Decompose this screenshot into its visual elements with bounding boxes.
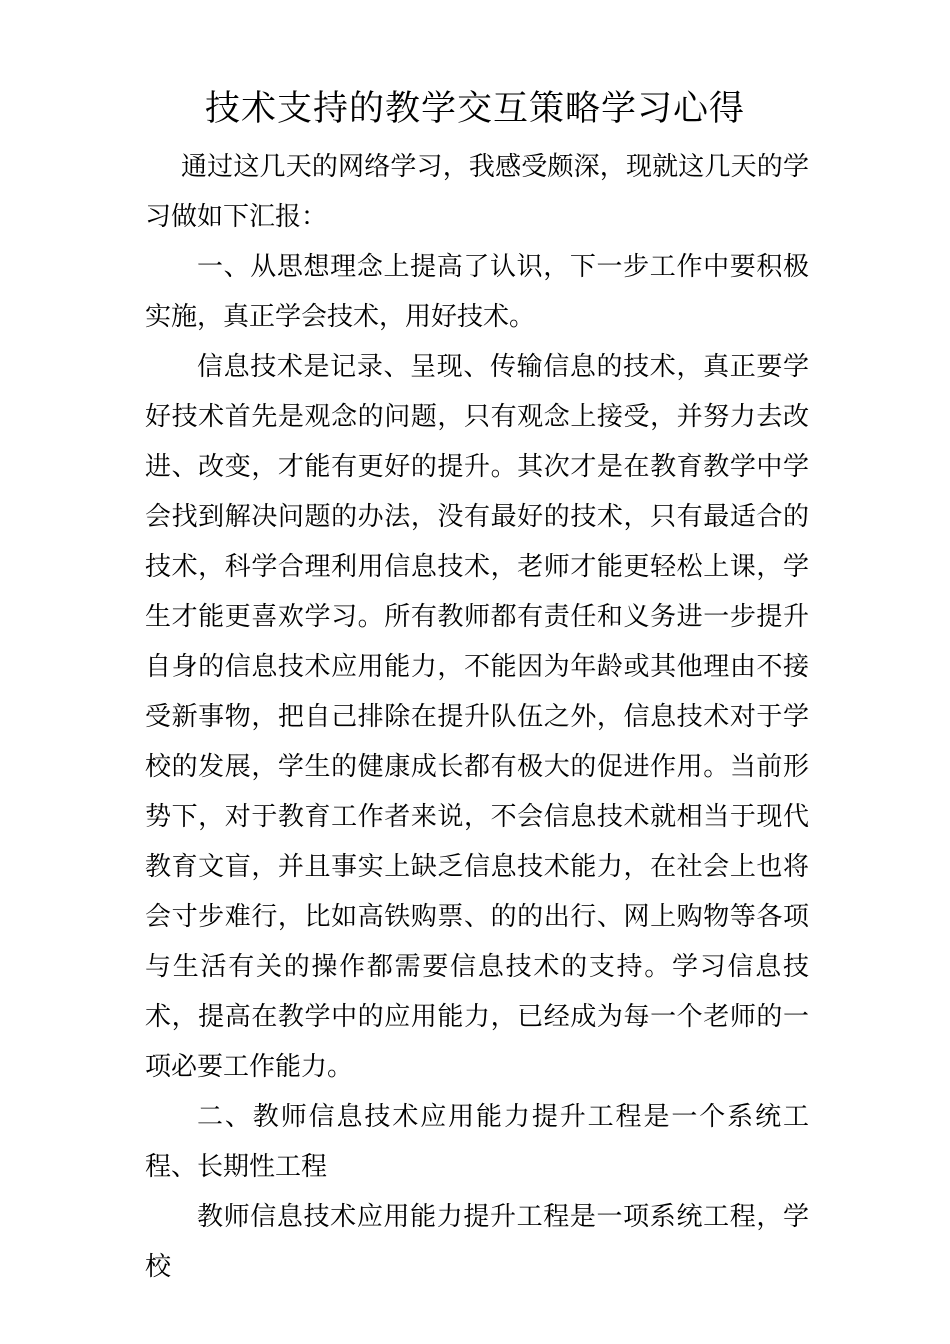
paragraph-section-2-heading: 二、教师信息技术应用能力提升工程是一个系统工程、长期性工程 <box>145 1102 809 1182</box>
document-title: 技术支持的教学交互策略学习心得 <box>204 89 745 129</box>
paragraph-intro: 通过这几天的网络学习，我感受颇深，现就这几天的学习做如下汇报： <box>145 152 809 232</box>
paragraph-section-2-body: 教师信息技术应用能力提升工程是一项系统工程，学校 <box>145 1202 809 1282</box>
paragraph-section-1-body: 信息技术是记录、呈现、传输信息的技术，真正要学好技术首先是观念的问题，只有观念上接受，并努力去改进、改变，才能有更好的提升。其次才是在教育教学中学会找到解决问题的办法，没有最好的技术，只有最适合的技术，科学合理利用信息技术，老师才能更轻松上课，学生才能更喜欢学习。所有教师都有责任和义务进一步提升自身的信息技术应用能力，不能因为年龄或其他理由不接受新事物，把自己排除在提升队伍之外，信息技术对于学校的发展，学生的健康成长都有极大的促进作用。当前形势下，对于教育工作者来说，不会信息技术就相当于现代教育文盲，并且事实上缺乏信息技术能力，在社会上也将会寸步难行，比如高铁购票、的的出行、网上购物等各项与生活有关的操作都需要信息技术的支持。学习信息技术，提高在教学中的应用能力，已经成为每一个老师的一项必要工作能力。 <box>145 352 809 1082</box>
paragraph-section-1-heading: 一、从思想理念上提高了认识，下一步工作中要积极实施，真正学会技术，用好技术。 <box>145 252 809 332</box>
document-body <box>145 142 809 1292</box>
